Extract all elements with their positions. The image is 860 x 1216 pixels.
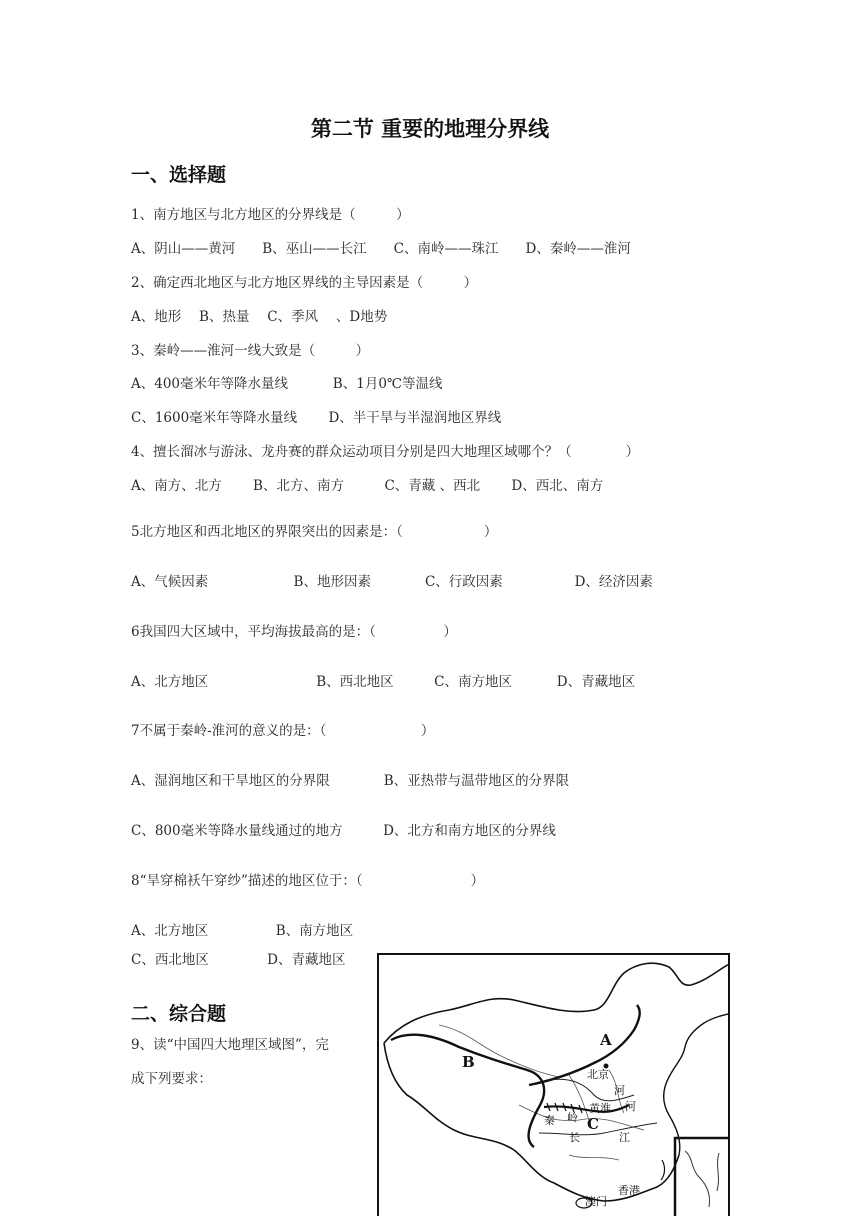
section-heading-choice: 一、选择题 [131, 164, 227, 186]
map-label-he-1: 河 [614, 1084, 625, 1097]
question-9: 9、读“中国四大地理区域图”，完 [131, 1037, 329, 1053]
map-letter-c: C [587, 1115, 599, 1133]
question-2-options: A、地形 B、热量 C、季风 、D地势 [131, 309, 388, 325]
question-6-options: A、北方地区 B、西北地区 C、南方地区 D、青藏地区 [131, 674, 636, 690]
map-label-jiang: 江 [619, 1131, 630, 1144]
map-label-he-2: 河 [625, 1100, 636, 1113]
map-label-qin: 秦 [544, 1114, 555, 1127]
question-3: 3、秦岭——淮河一线大致是（ ） [131, 343, 370, 359]
question-1: 1、南方地区与北方地区的分界线是（ ） [131, 207, 410, 223]
question-7: 7不属于秦岭-淮河的意义的是：（ ） [131, 723, 435, 739]
map-letter-a: A [600, 1031, 612, 1049]
question-4-options: A、南方、北方 B、北方、南方 C、青藏 、西北 D、西北、南方 [131, 478, 604, 494]
question-2: 2、确定西北地区与北方地区界线的主导因素是（ ） [131, 275, 478, 291]
china-regions-map [377, 953, 730, 1216]
question-5-options: A、气候因素 B、地形因素 C、行政因素 D、经济因素 [131, 574, 653, 590]
china-regions-map-drawing [379, 955, 730, 1216]
section-heading-comprehensive: 二、综合题 [131, 1003, 227, 1025]
question-7-options-ab: A、湿润地区和干旱地区的分界限 B、亚热带与温带地区的分界限 [131, 773, 570, 789]
question-5: 5北方地区和西北地区的界限突出的因素是：（ ） [131, 524, 498, 540]
map-label-hongkong: 香港 [618, 1184, 640, 1197]
map-letter-b: B [462, 1053, 475, 1071]
map-label-macau: 澳门 [585, 1195, 607, 1208]
south-china-sea-inset [675, 1138, 730, 1216]
question-4: 4、擅长溜冰与游泳、龙舟赛的群众运动项目分别是四大地理区域哪个？（ ） [131, 444, 640, 460]
question-8-options-ab: A、北方地区 B、南方地区 [131, 923, 354, 939]
map-label-huanghuai: 黄淮 [589, 1102, 611, 1115]
question-3-options-cd: C、1600毫米年等降水量线 D、半干旱与半湿润地区界线 [131, 410, 502, 426]
question-7-options-cd: C、800毫米等降水量线通过的地方 D、北方和南方地区的分界线 [131, 823, 556, 839]
question-8: 8“旱穿棉袄午穿纱”描述的地区位于：（ ） [131, 873, 485, 889]
map-label-ling: 岭 [567, 1111, 578, 1124]
map-label-beijing: 北京 [587, 1068, 609, 1081]
page-title: 第二节 重要的地理分界线 [310, 117, 550, 141]
question-1-options: A、阴山——黄河 B、巫山——长江 C、南岭——珠江 D、秦岭——淮河 [131, 241, 631, 257]
question-8-options-cd: C、西北地区 D、青藏地区 [131, 952, 346, 968]
map-label-chang: 长 [569, 1131, 580, 1144]
question-3-options-ab: A、400毫米年等降水量线 B、1月0℃等温线 [131, 376, 443, 392]
question-6: 6我国四大区域中，平均海拔最高的是：（ ） [131, 624, 457, 640]
question-9-continued: 成下列要求： [131, 1071, 212, 1087]
